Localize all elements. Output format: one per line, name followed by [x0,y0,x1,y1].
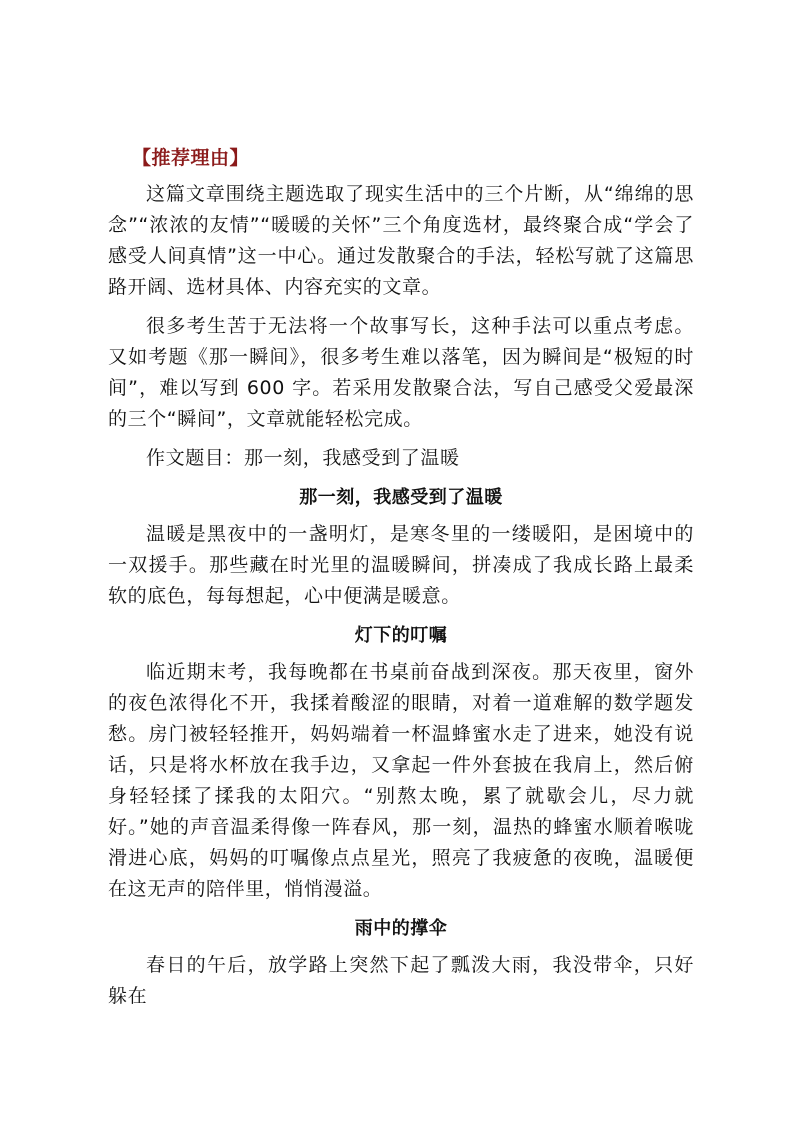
essay-intro: 温暖是黑夜中的一盏明灯，是寒冬里的一缕暖阳，是困境中的一双援手。那些藏在时光里的温暖瞬间，拼凑成了我成长路上最柔软的底色，每每想起，心中便满是暖意。 [108,523,694,607]
essay-topic-line: 作文题目：那一刻，我感受到了温暖 [146,447,460,469]
recommend-paragraph-1: 这篇文章围绕主题选取了现实生活中的三个片断，从“绵绵的思念”“浓浓的友情”“暖暖的关怀”三个角度选材，最终聚合成“学会了感受人间真情”这一中心。通过发散聚合的手法，轻松写就了这篇思路开阔、选材具体、内容充实的文章。 [108,183,694,298]
recommend-paragraph-2: 很多考生苦于无法将一个故事写长，这种手法可以重点考虑。又如考题《那一瞬间》，很多考生难以落笔，因为瞬间是“极短的时间”，难以写到 600 字。若采用发散聚合法，写自己感受父爱最深的三个“瞬间”，文章就能轻松完成。 [108,315,694,430]
section-title-umbrella: 雨中的撑伞 [354,918,448,939]
document-page [108,146,694,1020]
section-title-lamp: 灯下的叮嘱 [354,625,448,646]
section-text-umbrella: 春日的午后，放学路上突然下起了瓢泼大雨，我没带伞，只好躲在 [108,954,694,1007]
essay-title: 那一刻，我感受到了温暖 [299,487,503,508]
section-text-lamp: 临近期末考，我每晚都在书桌前奋战到深夜。那天夜里，窗外的夜色浓得化不开，我揉着酸涩的眼睛，对着一道难解的数学题发愁。房门被轻轻推开，妈妈端着一杯温蜂蜜水走了进来，她没有说话，只是将水杯放在我手边，又拿起一件外套披在我肩上，然后俯身轻轻揉了揉我的太阳穴。“别熬太晚，累了就歇会儿，尽力就好。”她的声音温柔得像一阵春风，那一刻，温热的蜂蜜水顺着喉咙滑进心底，妈妈的叮嘱像点点星光，照亮了我疲惫的夜晚，温暖便在这无声的陪伴里，悄悄漫溢。 [108,661,694,900]
recommend-heading: 【推荐理由】 [132,147,250,169]
